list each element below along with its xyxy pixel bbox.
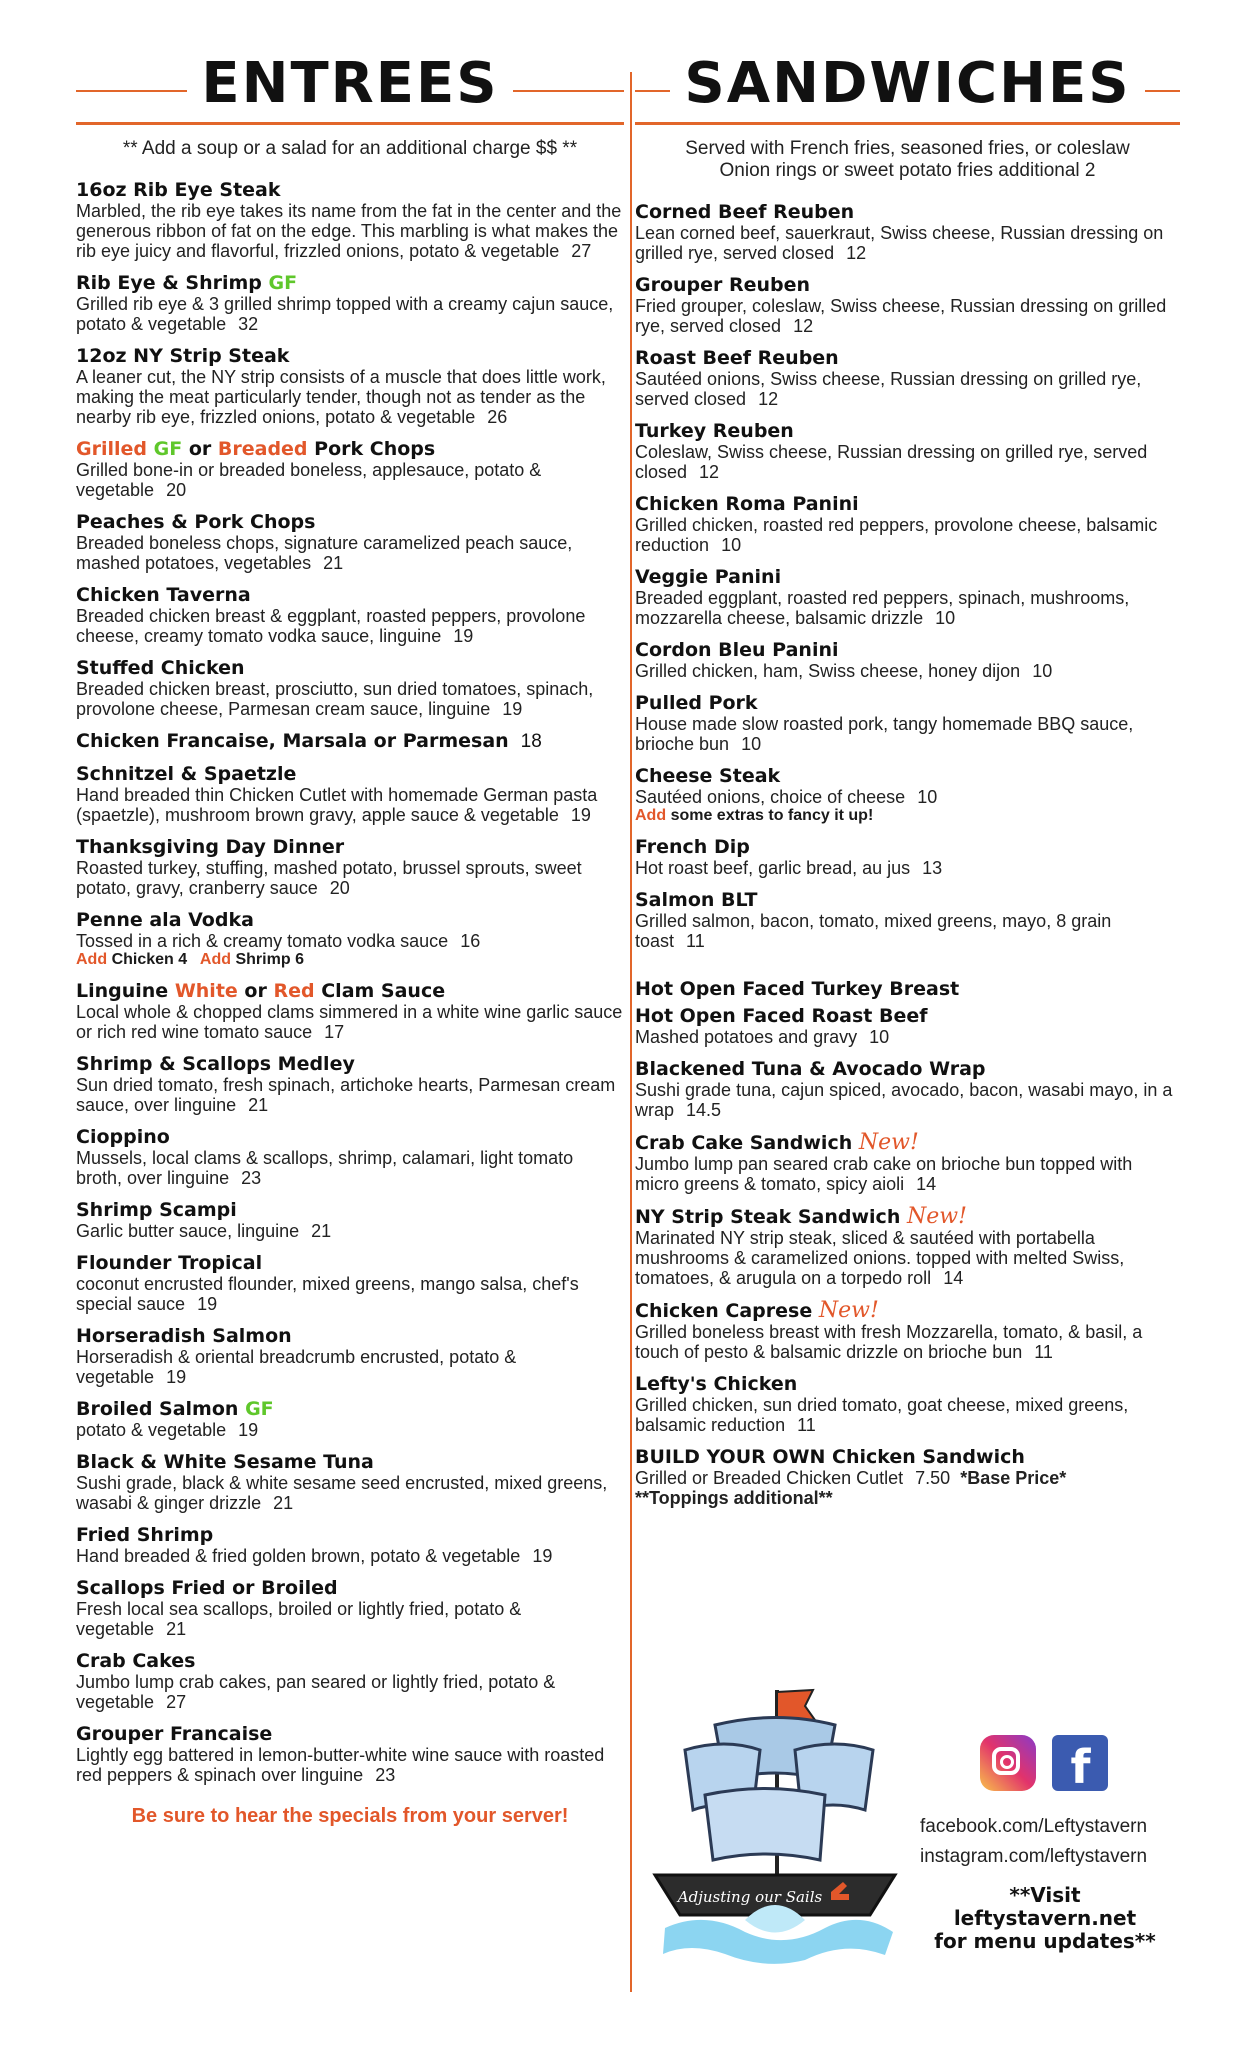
new-badge: New! bbox=[818, 1298, 879, 1323]
gluten-free-badge: GF bbox=[268, 272, 298, 294]
menu-item: Blackened Tuna & Avocado Wrap Sushi grade tuna, cajun spiced, avocado, bacon, wasabi mayo, in a wrap 14.5 bbox=[635, 1058, 1173, 1120]
menu-item: Rib Eye & Shrimp GF Grilled rib eye & 3 grilled shrimp topped with a creamy cajun sauce, potato & vegetable 32 bbox=[76, 272, 614, 334]
facebook-link[interactable]: facebook.com/Leftystavern bbox=[920, 1816, 1148, 1837]
entrees-title: ENTREES bbox=[76, 52, 624, 116]
menu-item: Linguine White or Red Clam Sauce Local whole & chopped clams simmered in a white wine garlic sauce or rich red wine tomato sauce 17 bbox=[76, 980, 623, 1042]
new-badge: New! bbox=[858, 1130, 919, 1155]
sandwiches-column bbox=[635, 0, 1180, 1520]
gluten-free-badge: GF bbox=[245, 1398, 274, 1420]
gluten-free-badge: GF bbox=[153, 438, 183, 460]
menu-item: Chicken Caprese New! Grilled boneless breast with fresh Mozzarella, tomato, & basil, a touch of pesto & balsamic drizzle on brioche bun 11 bbox=[635, 1298, 1143, 1362]
logo-banner-text: Adjusting our Sails bbox=[677, 1888, 823, 1906]
menu-item: Cordon Bleu Panini Grilled chicken, ham, Swiss cheese, honey dijon 10 bbox=[635, 639, 1053, 681]
visit-website-note: **Visit leftystavern.net for menu updates** bbox=[934, 1883, 1156, 1953]
menu-item: Salmon BLT Grilled salmon, bacon, tomato, mixed greens, mayo, 8 grain toast 11 bbox=[635, 889, 1112, 951]
header-underline bbox=[635, 122, 1180, 125]
menu-item: Stuffed Chicken Breaded chicken breast, prosciutto, sun dried tomatoes, spinach, provolone cheese, Parmesan cream sauce, linguine 19 bbox=[76, 657, 594, 719]
menu-item: Scallops Fried or Broiled Fresh local sea scallops, broiled or lightly fried, potato & vegetable 21 bbox=[76, 1577, 522, 1639]
social-icons bbox=[980, 1735, 1108, 1796]
menu-item: Pulled Pork House made slow roasted pork, tangy homemade BBQ sauce, brioche bun 10 bbox=[635, 692, 1134, 754]
menu-item: Lefty's Chicken Grilled chicken, sun dried tomato, goat cheese, mixed greens, balsamic reduction 11 bbox=[635, 1373, 1129, 1435]
social-links bbox=[920, 1812, 1147, 1872]
sandwiches-intro: Served with French fries, seasoned fries, or coleslaw Onion rings or sweet potato fries additional 2 bbox=[685, 138, 1130, 181]
menu-item: BUILD YOUR OWN Chicken Sandwich Grilled or Breaded Chicken Cutlet 7.50 *Base Price* **Toppings additional** bbox=[635, 1446, 1067, 1508]
ship-logo bbox=[645, 1670, 905, 1970]
menu-item: Shrimp & Scallops Medley Sun dried tomato, fresh spinach, artichoke hearts, Parmesan cream sauce, over linguine 21 bbox=[76, 1053, 616, 1115]
menu-item: Crab Cake Sandwich New! Jumbo lump pan seared crab cake on brioche bun topped with micro greens & tomato, spicy aioli 14 bbox=[635, 1130, 1133, 1194]
menu-item: French Dip Hot roast beef, garlic bread, au jus 13 bbox=[635, 836, 943, 878]
menu-item: Thanksgiving Day Dinner Roasted turkey, stuffing, mashed potato, brussel sprouts, sweet potato, gravy, cranberry sauce 20 bbox=[76, 836, 582, 898]
menu-item: Roast Beef Reuben Sautéed onions, Swiss cheese, Russian dressing on grilled rye, served closed 12 bbox=[635, 347, 1142, 409]
menu-item: Corned Beef Reuben Lean corned beef, sauerkraut, Swiss cheese, Russian dressing on grilled rye, served closed 12 bbox=[635, 201, 1164, 263]
menu-item: Black & White Sesame Tuna Sushi grade, black & white sesame seed encrusted, mixed greens, wasabi & ginger drizzle 21 bbox=[76, 1451, 608, 1513]
facebook-icon[interactable]: f bbox=[1052, 1735, 1108, 1791]
add-on-line: Add some extras to fancy it up! bbox=[635, 807, 874, 824]
specials-note: Be sure to hear the specials from your server! bbox=[131, 1805, 569, 1827]
menu-item: Chicken Francaise, Marsala or Parmesan 18 bbox=[76, 730, 542, 752]
menu-item: Hot Open Faced Turkey Breast bbox=[635, 978, 960, 1000]
menu-item: Grilled GF or Breaded Pork Chops Grilled bone-in or breaded boneless, applesauce, potato & vegetable 20 bbox=[76, 438, 542, 500]
instagram-link[interactable]: instagram.com/leftystavern bbox=[920, 1846, 1148, 1867]
header-underline bbox=[76, 122, 624, 125]
menu-item: Shrimp Scampi Garlic butter sauce, linguine 21 bbox=[76, 1199, 332, 1241]
menu-item: Grouper Francaise Lightly egg battered in lemon-butter-white wine sauce with roasted red peppers & spinach over linguine 23 bbox=[76, 1723, 605, 1785]
menu-item: 16oz Rib Eye Steak Marbled, the rib eye takes its name from the fat in the center and the generous ribbon of fat on the edge. This marbling is what makes the rib eye juicy and flavorful, frizzled onions, potato & vegetable 27 bbox=[76, 179, 622, 261]
new-badge: New! bbox=[906, 1204, 967, 1229]
add-on-line: Add Chicken 4 Add Shrimp 6 bbox=[76, 951, 304, 968]
menu-item: Penne ala Vodka Tossed in a rich & creamy tomato vodka sauce 16 Add Chicken 4 Add Shrimp 6 bbox=[76, 910, 624, 969]
ship-illustration bbox=[655, 1690, 895, 1964]
sandwiches-header bbox=[635, 0, 1180, 116]
menu-item: Broiled Salmon GF potato & vegetable 19 bbox=[76, 1398, 274, 1440]
menu-item: Fried Shrimp Hand breaded & fried golden brown, potato & vegetable 19 bbox=[76, 1524, 553, 1566]
menu-item: Crab Cakes Jumbo lump crab cakes, pan seared or lightly fried, potato & vegetable 27 bbox=[76, 1650, 556, 1712]
entrees-intro: ** Add a soup or a salad for an additional charge $$ ** bbox=[122, 138, 578, 159]
entrees-column bbox=[76, 0, 624, 1828]
sandwiches-title: SANDWICHES bbox=[635, 52, 1180, 116]
menu-item: Turkey Reuben Coleslaw, Swiss cheese, Russian dressing on grilled rye, served closed 12 bbox=[635, 420, 1148, 482]
menu-item: Hot Open Faced Roast Beef Mashed potatoes and gravy 10 bbox=[635, 1005, 928, 1047]
menu-item: Chicken Taverna Breaded chicken breast & eggplant, roasted peppers, provolone cheese, creamy tomato vodka sauce, linguine 19 bbox=[76, 584, 586, 646]
menu-item: Peaches & Pork Chops Breaded boneless chops, signature caramelized peach sauce, mashed potatoes, vegetables 21 bbox=[76, 511, 573, 573]
menu-item: Horseradish Salmon Horseradish & oriental breadcrumb encrusted, potato & vegetable 19 bbox=[76, 1325, 517, 1387]
menu-item: NY Strip Steak Sandwich New! Marinated NY strip steak, sliced & sautéed with portabella mushrooms & caramelized onions. topped with melted Swiss, tomatoes, & arugula on a torpedo roll 14 bbox=[635, 1204, 1125, 1288]
menu-item: Grouper Reuben Fried grouper, coleslaw, Swiss cheese, Russian dressing on grilled rye, served closed 12 bbox=[635, 274, 1167, 336]
menu-item: Schnitzel & Spaetzle Hand breaded thin Chicken Cutlet with homemade German pasta (spaetzle), mushroom brown gravy, apple sauce & vegetable 19 bbox=[76, 763, 598, 825]
menu-item: Veggie Panini Breaded eggplant, roasted red peppers, spinach, mushrooms, mozzarella cheese, balsamic drizzle 10 bbox=[635, 566, 1130, 628]
entrees-header bbox=[76, 0, 624, 116]
menu-item: 12oz NY Strip Steak A leaner cut, the NY strip consists of a muscle that does little work, making the meat particularly tender, though not as tender as the nearby rib eye, frizzled onions, potato & vegetable 26 bbox=[76, 345, 606, 427]
menu-item: Cheese Steak Sautéed onions, choice of cheese 10 Add some extras to fancy it up! bbox=[635, 766, 1180, 825]
column-divider bbox=[630, 72, 632, 1992]
menu-item: Flounder Tropical coconut encrusted flounder, mixed greens, mango salsa, chef's special sauce 19 bbox=[76, 1252, 579, 1314]
menu-item: Chicken Roma Panini Grilled chicken, roasted red peppers, provolone cheese, balsamic reduction 10 bbox=[635, 493, 1158, 555]
menu-item: Cioppino Mussels, local clams & scallops, shrimp, calamari, light tomato broth, over linguine 23 bbox=[76, 1126, 574, 1188]
instagram-icon[interactable] bbox=[980, 1735, 1036, 1791]
